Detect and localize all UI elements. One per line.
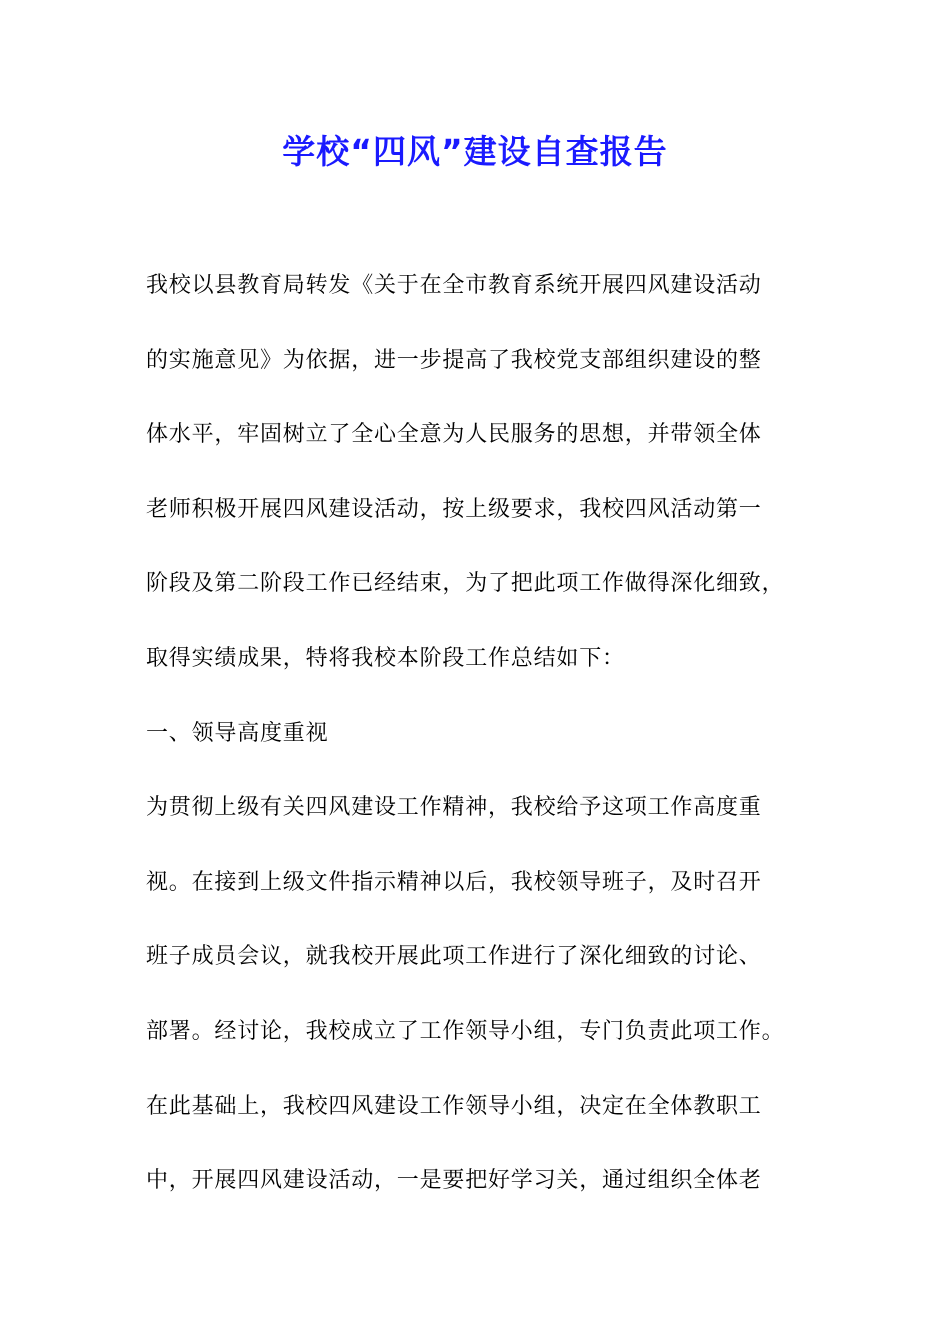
document-body	[146, 262, 826, 1232]
body-line: 阶段及第二阶段工作已经结束，为了把此项工作做得深化细致，	[146, 571, 785, 597]
body-line: 取得实绩成果，特将我校本阶段工作总结如下：	[146, 645, 625, 671]
body-line: 在此基础上，我校四风建设工作领导小组，决定在全体教职工	[146, 1093, 762, 1119]
body-line: 为贯彻上级有关四风建设工作精神，我校给予这项工作高度重	[146, 795, 762, 821]
body-line: 部署。经讨论，我校成立了工作领导小组，专门负责此项工作。	[146, 1018, 785, 1044]
body-line: 班子成员会议，就我校开展此项工作进行了深化细致的讨论、	[146, 944, 762, 970]
body-line: 视。在接到上级文件指示精神以后，我校领导班子，及时召开	[146, 869, 762, 895]
body-line: 老师积极开展四风建设活动，按上级要求，我校四风活动第一	[146, 496, 762, 522]
body-line: 中，开展四风建设活动，一是要把好学习关，通过组织全体老	[146, 1168, 762, 1194]
body-line: 的实施意见》为依据，进一步提高了我校党支部组织建设的整	[146, 347, 762, 373]
body-line: 我校以县教育局转发《关于在全市教育系统开展四风建设活动	[146, 273, 762, 298]
section-heading: 一、领导高度重视	[146, 720, 329, 746]
document-title: 学校“四风”建设自查报告	[282, 132, 668, 171]
body-line: 体水平，牢固树立了全心全意为人民服务的思想，并带领全体	[146, 422, 762, 448]
